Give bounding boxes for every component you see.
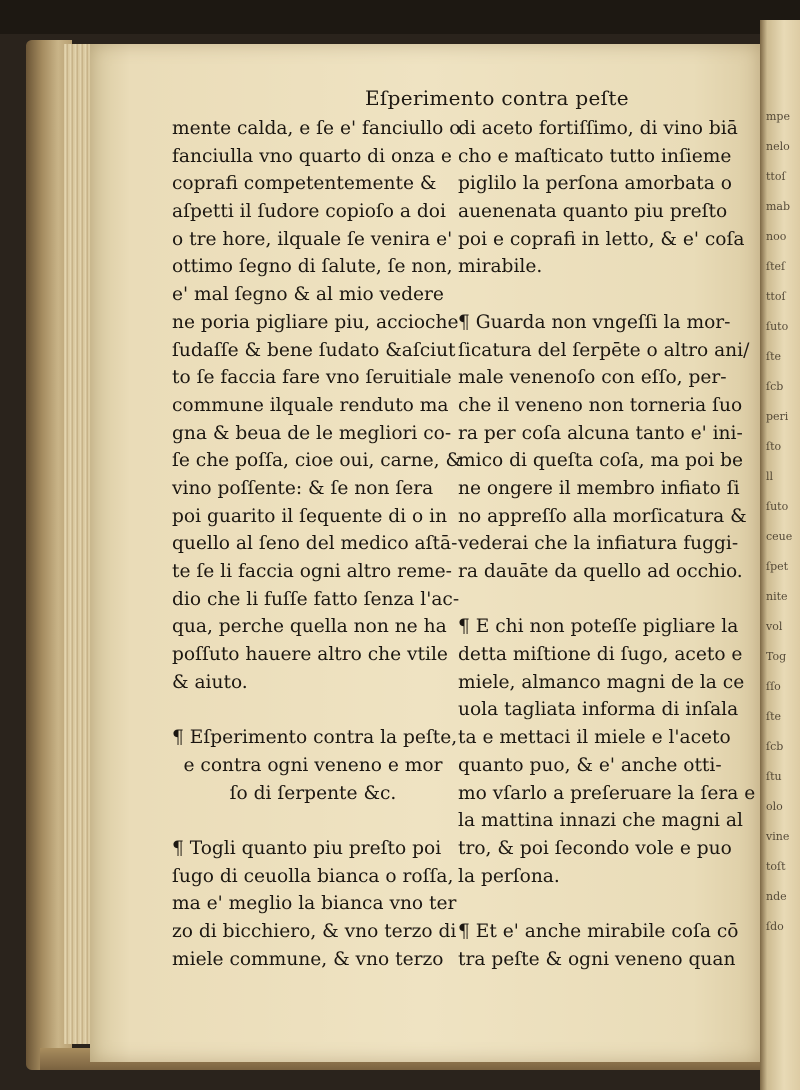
text-line: di aceto fortiſſimo, di vino biā [458,118,738,139]
left-paragraph-2 [172,835,457,973]
text-line: ſicatura del ſerpēte o altro ani/ [458,339,750,361]
right-paragraph-3 [458,613,756,890]
text-line: poſſuto hauere altro che vtile [172,644,448,666]
text-line: ¶ Eſperimento contra la peſte, [172,727,458,749]
text-line: ¶ E chi non poteſſe pigliare la [458,616,739,638]
facing-page-fragment: ſtu [766,770,782,783]
text-line: qua, perche quella non ne ha [172,616,447,638]
facing-page-fragment: noo [766,230,787,243]
text-line: no appreſſo alla morſicatura & [458,505,747,527]
facing-page-fragment: ſpet [766,560,789,573]
text-line: poi guarito il ſequente di o in [172,505,448,527]
text-line: ra dauāte da quello ad occhio. [458,561,743,582]
text-line: vino poſſente: & ſe non ſera [172,477,434,499]
text-line: ¶ Togli quanto piu preſto poi [172,837,442,859]
text-line: ma e' meglio la bianca vno ter [172,893,457,915]
text-line: ſudaſſe & bene ſudato &aſciut [172,339,456,361]
facing-page-fragment: ſteſ [766,260,786,273]
text-line: coprafi competentemente & [172,173,437,195]
facing-page-fragment: ſdo [766,920,784,933]
text-line: male venenoſo con eſſo, per- [458,367,727,389]
facing-page-fragment: vol [766,620,783,633]
facing-page-fragment: ſſo [766,680,781,693]
facing-page-fragment: ttoſ [766,290,786,303]
text-line: ſugo di ceuolla bianca o roſſa, [172,865,454,887]
text-line: mirabile. [458,256,543,278]
facing-page-fragment: ll [766,470,774,483]
text-line: tro, & poi ſecondo vole e puo [458,837,732,859]
text-line: detta miſtione di ſugo, aceto e [458,644,743,666]
facing-page-fragment: ſcb [766,380,784,393]
text-line: ne ongere il membro infiato ſi [458,477,740,499]
facing-page-fragment: mab [766,200,791,213]
facing-page [760,20,800,1090]
section-heading [172,724,458,807]
text-line: mico di queſta coſa, ma poi be [458,450,743,472]
facing-page-fragment: ſte [766,350,782,363]
text-line: gna & beua de le megliori co- [172,422,452,444]
text-line: quello al ſeno del medico aſtā- [172,533,458,555]
text-line: auenenata quanto piu preſto [458,201,728,223]
text-line: vederai che la infiatura fuggi- [458,533,739,555]
text-line: ¶ Guarda non vngeſſi la mor- [458,311,731,333]
facing-page-fragment: ſto [766,440,782,453]
facing-page-fragment: nelo [766,140,790,153]
text-line: uola tagliata informa di inſala [458,699,739,721]
text-line: quanto puo, & e' anche otti- [458,754,722,776]
right-paragraph-2 [458,309,750,586]
facing-page-fragment: Tog [766,650,787,663]
facing-page-fragment: toſt [766,860,786,873]
facing-page-fragment: ſuto [766,500,789,513]
facing-page-fragment: vine [766,830,790,843]
facing-page-fragment: olo [766,800,783,813]
text-line: poi e coprafi in letto, & e' coſa [458,228,745,250]
text-line: ¶ Et e' anche mirabile coſa cō [458,920,739,942]
text-line: ſe che poſſa, cioe oui, carne, & [172,450,463,472]
text-line: commune ilquale renduto ma [172,394,449,416]
background-top [0,0,800,34]
text-line: cho e maſticato tutto inſieme [458,145,732,167]
text-line: che il veneno non torneria ſuo [458,394,743,416]
text-line: & aiuto. [172,671,248,693]
text-line: ta e mettaci il miele e l'aceto [458,727,731,749]
text-line: dio che li fuſſe fatto ſenza l'ac- [172,588,460,610]
facing-page-fragment: ttoſ [766,170,786,183]
text-line: te ſe li faccia ogni altro reme- [172,561,452,582]
facing-page-fragment: nite [766,590,788,603]
right-paragraph-1 [458,115,744,281]
facing-page-fragment: mpe [766,110,790,123]
text-line: e' mal ſegno & al mio vedere [172,284,444,306]
text-line: zo di bicchiero, & vno terzo di [172,920,457,942]
facing-page-fragment: ſuto [766,320,789,333]
text-line: la perſona. [458,865,560,887]
text-line: ottimo ſegno di ſalute, ſe non, [172,256,453,278]
facing-page-fragment: ſcb [766,740,784,753]
running-head: Eſperimento contra peſte [365,86,629,110]
text-line: ſo di ſerpente &c. [229,782,397,804]
text-line: aſpetti il ſudore copioſo a doi [172,201,446,223]
right-paragraph-4 [458,918,744,973]
left-column [172,115,463,973]
text-line: miele, almanco magni de la ce [458,671,745,693]
text-line: e contra ogni veneno e mor [183,754,443,776]
facing-page-fragment: ſte [766,710,782,723]
text-line: fanciulla vno quarto di onza e [172,145,452,167]
text-line: ra per coſa alcuna tanto e' ini- [458,422,743,444]
right-column [458,115,756,973]
left-paragraph-1 [172,115,463,696]
text-line: to ſe faccia fare vno ſeruitiale [172,367,452,389]
facing-page-fragment: ceue [766,530,793,543]
text-line: piglilo la perſona amorbata o [458,173,732,195]
text-line: ne poria pigliare piu, accioche [172,311,459,333]
text-line: miele commune, & vno terzo [172,948,444,970]
text-line: mo vſarlo a preſeruare la ſera e [458,782,756,804]
text-line: o tre hore, ilquale ſe venira e' [172,228,453,250]
facing-page-fragment: peri [766,410,789,423]
text-line: la mattina innazi che magni al [458,810,743,832]
text-line: tra peſte & ogni veneno quan [458,948,736,970]
text-line: mente calda, e ſe e' fanciullo o [172,118,461,139]
facing-page-fragment: nde [766,890,787,903]
